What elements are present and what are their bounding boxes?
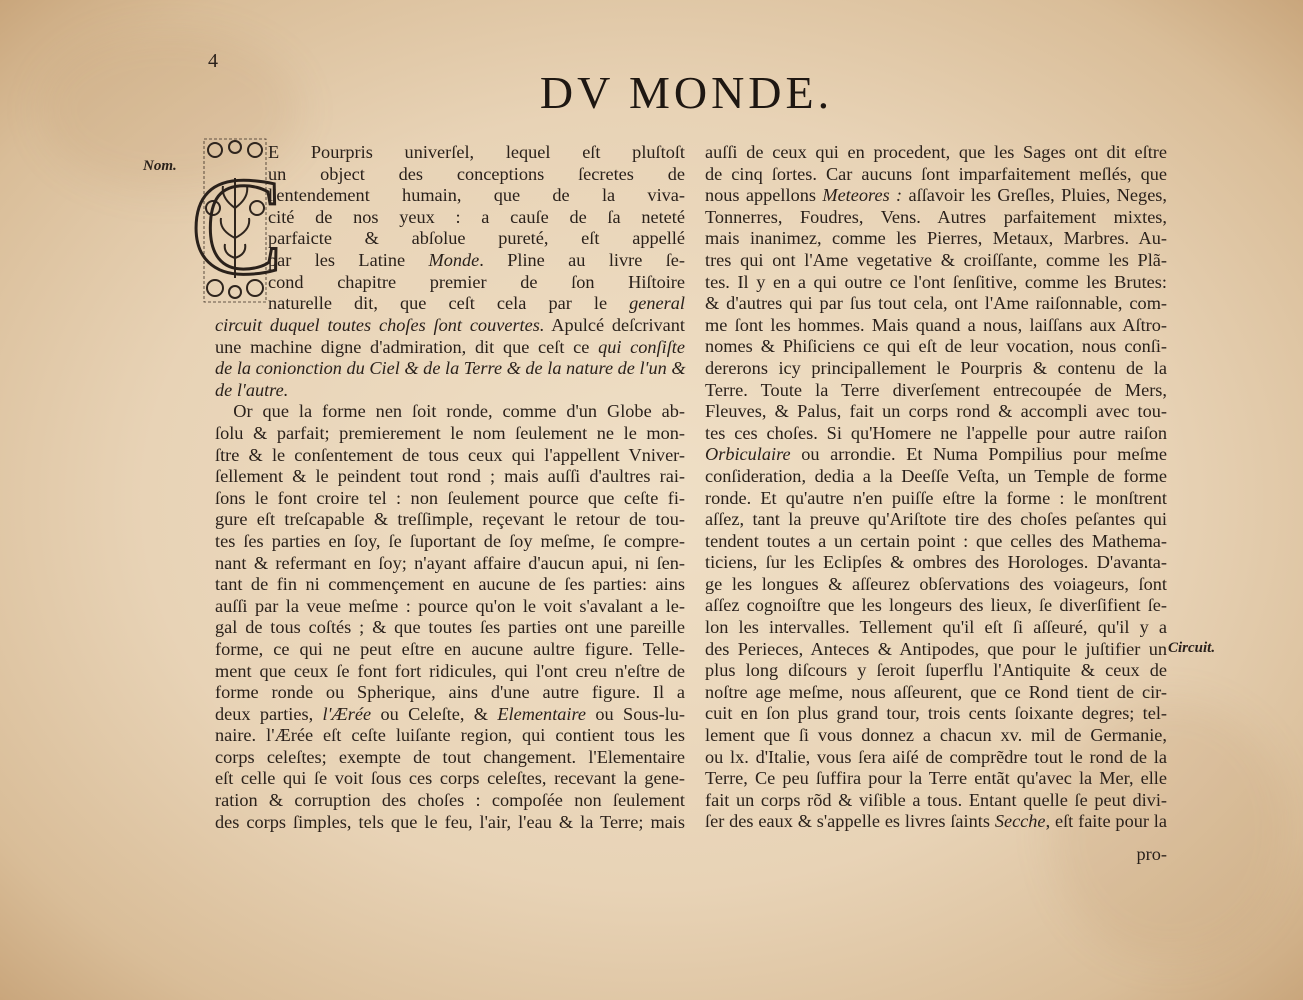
italic-text: de l'autre.	[215, 379, 289, 400]
text-line	[215, 509, 685, 531]
text-line	[215, 423, 685, 445]
text-segment: lement que ſi vous donnez a chacun xv. mil de Germanie,	[705, 725, 1167, 746]
text-segment: Or que la forme nen ſoit ronde, comme d'un Globe ab-	[215, 401, 685, 422]
text-segment: auſſi par la veue meſme : pource qu'on le voit s'avalant a le-	[215, 595, 685, 616]
text-segment: des corps ſimples, tels que le feu, l'air, l'eau & la Terre; mais	[215, 811, 685, 832]
text-segment: Terre. Toute la Terre diverſement entrecoupée de Mers,	[705, 379, 1167, 400]
text-line	[268, 272, 685, 294]
text-segment: ge les longues & aſſeurez obſervations des voiageurs, ſont	[705, 573, 1167, 594]
text-line	[268, 293, 685, 315]
text-segment: lon les intervalles. Tellement qu'il eſt ſi aſſeuré, qu'il y a	[705, 617, 1167, 638]
text-line	[705, 228, 1167, 250]
text-line	[705, 725, 1167, 747]
text-line	[215, 466, 685, 488]
text-segment: ou arrondie. Et Numa Pompilius pour meſme	[790, 444, 1167, 465]
text-segment: aſſez cognoiſtre que les longeurs des lieux, ſe diverſifient ſe-	[705, 595, 1167, 616]
italic-text: Meteores :	[822, 185, 903, 206]
left-column-dropcap-text	[268, 142, 685, 315]
catchword: pro-	[1136, 844, 1167, 864]
text-line	[215, 337, 685, 359]
text-segment: parfaicte & abſolue pureté, eſt appellé	[268, 228, 685, 249]
text-line	[215, 380, 685, 402]
text-segment: naturelle dit, que ceſt cela par le	[268, 293, 630, 314]
text-segment: noſtre age meſme, nous aſſeurent, que ce Rond tient de cir-	[705, 681, 1167, 702]
text-line	[705, 531, 1167, 553]
italic-text: general	[629, 293, 685, 314]
text-line	[215, 661, 685, 683]
text-segment: tes. Il y en a qui outre ce l'ont ſenſitive, comme les Brutes:	[705, 271, 1167, 292]
text-segment: , eſt faite pour la	[1045, 811, 1167, 832]
text-line	[268, 207, 685, 229]
text-line	[705, 401, 1167, 423]
text-line	[705, 293, 1167, 315]
text-segment: ou lx. d'Italie, vous ſera aiſé de comprẽdre tout le rond de la	[705, 746, 1167, 767]
text-segment: une machine digne d'admiration, dit que ceſt ce	[215, 336, 599, 357]
text-segment: un object des conceptions ſecretes de	[268, 163, 685, 184]
text-line	[705, 574, 1167, 596]
text-segment: ſtre & le conſentement de tous ceux qui l'appellent Vniver-	[215, 444, 685, 465]
text-segment: tendent toutes a un certain point : que celles des Mathema-	[705, 530, 1167, 551]
text-segment: des Perieces, Anteces & Antipodes, que pour le juſtifier un	[705, 638, 1167, 659]
italic-text: Monde	[428, 249, 480, 270]
text-segment: ration & corruption des choſes : compoſée non ſeulement	[215, 790, 685, 811]
page-title: DV MONDE.	[539, 67, 834, 118]
text-line	[705, 617, 1167, 639]
italic-text: Elementaire	[497, 703, 587, 724]
text-segment: plus long diſcours y ſeroit ſuperflu l'Antiquite & ceux de	[705, 660, 1167, 681]
text-segment: corps celeſtes; exempte de tout changement. l'Elementaire	[215, 746, 685, 767]
text-line	[215, 725, 685, 747]
text-line	[215, 790, 685, 812]
text-line	[705, 315, 1167, 337]
text-line	[215, 768, 685, 790]
text-line	[705, 423, 1167, 445]
text-segment: ment que ceux ſe font fort ridicules, qui l'ont creu n'eſtre de	[215, 660, 685, 681]
text-line	[215, 747, 685, 769]
page-number: 4	[208, 50, 218, 72]
text-line	[268, 228, 685, 250]
text-segment: conſideration, dedia a la Deeſſe Veſta, un Temple de forme	[705, 465, 1167, 486]
text-segment: E Pourpris univerſel, lequel eſt pluſtoſt	[268, 142, 685, 162]
italic-text: l'Ærée	[322, 703, 372, 724]
text-segment: Apulcé deſcrivant	[544, 315, 685, 335]
text-line	[705, 790, 1167, 812]
text-segment: par les Latine	[268, 249, 429, 270]
text-segment: cité de nos yeux : a cauſe de ſa neteté	[268, 206, 685, 227]
text-segment: aſſez, tant la preuve qu'Ariſtote tire des choſes peſantes qui	[705, 509, 1167, 530]
text-line	[215, 445, 685, 467]
margin-note-nom: Nom.	[143, 158, 177, 174]
text-line	[268, 142, 685, 164]
text-segment: Terre, Ce peu ſuffira pour la Terre entãt qu'avec la Mer, elle	[705, 768, 1167, 789]
text-segment: ſellement & le peindent tout rond ; mais auſſi d'aultres rai-	[215, 466, 685, 487]
text-line	[705, 595, 1167, 617]
text-line	[705, 185, 1167, 207]
text-line	[268, 185, 685, 207]
italic-text: Orbiculaire	[705, 444, 791, 465]
text-segment: ſolu & parfait; premierement le nom ſeulement ne le mon-	[215, 422, 685, 443]
text-segment: gal de tous coſtés ; & que toutes ſes parties ont une pareille	[215, 617, 685, 638]
text-segment: l'entendement humain, que de la viva-	[268, 185, 685, 206]
text-line	[705, 703, 1167, 725]
text-segment: tes ſes parties en ſoy, ſe ſuportant de ſoy meſme, ſe compre-	[215, 530, 685, 551]
text-segment: nous appellons	[705, 185, 823, 206]
margin-note-circuit: Circuit.	[1168, 640, 1216, 656]
text-segment: de cinq ſortes. Car aucuns ſont imparfaitement meſlés, que	[705, 163, 1167, 184]
text-segment: eſt celle qui ſe voit ſous ces corps celeſtes, recevant la gene-	[215, 768, 685, 789]
text-segment: ſer des eaux & s'appelle es livres ſaints	[705, 811, 995, 832]
text-segment: ou Sous-lu-	[586, 703, 685, 724]
text-line	[215, 812, 685, 834]
text-segment: me ſont les hommes. Mais quand a nous, laiſſans aux Aſtro-	[705, 314, 1167, 335]
text-line	[705, 380, 1167, 402]
text-line	[215, 553, 685, 575]
text-line	[215, 488, 685, 510]
text-segment: naire. l'Ærée eſt ceſte luiſante region, qui contient tous les	[215, 725, 685, 746]
text-line	[705, 811, 1167, 833]
italic-text: qui conſiſte	[598, 336, 685, 357]
text-line	[215, 401, 685, 423]
text-segment: & d'autres qui par ſus tout cela, ont l'Ame raiſonnable, com-	[705, 293, 1167, 314]
text-segment: ticiens, ſur les Eclipſes & ombres des Horologes. D'avanta-	[705, 552, 1167, 573]
text-segment: ou Celeſte, &	[371, 703, 498, 724]
text-segment: tes ces choſes. Si qu'Homere ne l'appelle pour autre raiſon	[705, 422, 1167, 443]
text-segment: mais inanimez, comme les Pierres, Metaux, Marbres. Au-	[705, 228, 1167, 249]
text-line	[215, 704, 685, 726]
text-line	[705, 358, 1167, 380]
text-segment: aſſavoir les Greſles, Pluies, Neges,	[902, 185, 1167, 206]
text-segment: gure eſt treſcapable & treſſimple, reçevant le retour de tou-	[215, 509, 685, 530]
text-segment: tant de fin ni commençement en aucune de ſes parties: ains	[215, 574, 685, 595]
text-segment: nant & refermant en ſoy; n'ayant affaire d'aucun apui, ni ſen-	[215, 552, 685, 573]
text-line	[705, 488, 1167, 510]
italic-text: Secche	[994, 811, 1046, 832]
text-segment: forme ronde ou Spherique, ains d'une autre figure. Il a	[215, 682, 685, 703]
text-line	[215, 358, 685, 380]
text-line	[705, 747, 1167, 769]
italic-text: de la conionction du Ciel & de la Terre & de la nature de l'un &	[215, 358, 686, 379]
text-line	[705, 142, 1167, 164]
text-line	[215, 639, 685, 661]
text-segment: cuit en ſon plus grand tour, trois cents ſoixante degres; tel-	[705, 703, 1167, 724]
ornamental-drop-cap-c	[190, 138, 284, 304]
left-column-text	[215, 315, 685, 833]
text-line	[215, 531, 685, 553]
text-segment: dererons icy principallement le Pourpris & contenu de la	[705, 357, 1167, 378]
text-line	[705, 660, 1167, 682]
text-line	[705, 552, 1167, 574]
text-segment: Tonnerres, Foudres, Vens. Autres parfaitement mixtes,	[705, 206, 1167, 227]
text-line	[215, 315, 685, 337]
text-line	[215, 574, 685, 596]
text-line	[705, 768, 1167, 790]
text-line	[705, 207, 1167, 229]
text-line	[705, 164, 1167, 186]
text-segment: ronde. Et qu'autre n'en puiſſe eſtre la forme : le monſtrent	[705, 487, 1167, 508]
text-line	[215, 596, 685, 618]
text-segment: cond chapitre premier de ſon Hiſtoire	[268, 271, 685, 292]
text-line	[705, 444, 1167, 466]
right-column-text	[705, 142, 1167, 833]
text-line	[705, 250, 1167, 272]
text-line	[705, 509, 1167, 531]
text-line	[215, 617, 685, 639]
text-line	[705, 272, 1167, 294]
text-segment: auſſi de ceux qui en procedent, que les Sages ont dit eſtre	[705, 142, 1167, 162]
text-line	[705, 682, 1167, 704]
text-line	[268, 250, 685, 272]
text-line	[705, 466, 1167, 488]
italic-text: circuit duquel toutes choſes ſont couvertes.	[215, 315, 545, 335]
text-segment: Fleuves, & Palus, fait un corps rond & accompli avec tou-	[705, 401, 1167, 422]
text-segment: ſons le font croire tel : non ſeulement pource que ceſte fi-	[215, 487, 685, 508]
text-segment: fait un corps rõd & viſible a tous. Entant quelle ſe peut divi-	[705, 789, 1167, 810]
text-line	[705, 639, 1167, 661]
text-segment: forme, ce qui ne peut eſtre en aucune aultre figure. Telle-	[215, 638, 685, 659]
text-segment: nomes & Phiſiciens ce qui eſt de leur vocation, nous conſi-	[705, 336, 1167, 357]
text-segment: . Pline au livre ſe-	[479, 249, 685, 270]
text-segment: tres qui ont l'Ame vegetative & croiſſante, comme les Plã-	[705, 249, 1167, 270]
text-line	[268, 164, 685, 186]
text-line	[705, 336, 1167, 358]
drop-cap-letter: C	[190, 149, 284, 304]
text-segment: deux parties,	[215, 703, 323, 724]
text-line	[215, 682, 685, 704]
